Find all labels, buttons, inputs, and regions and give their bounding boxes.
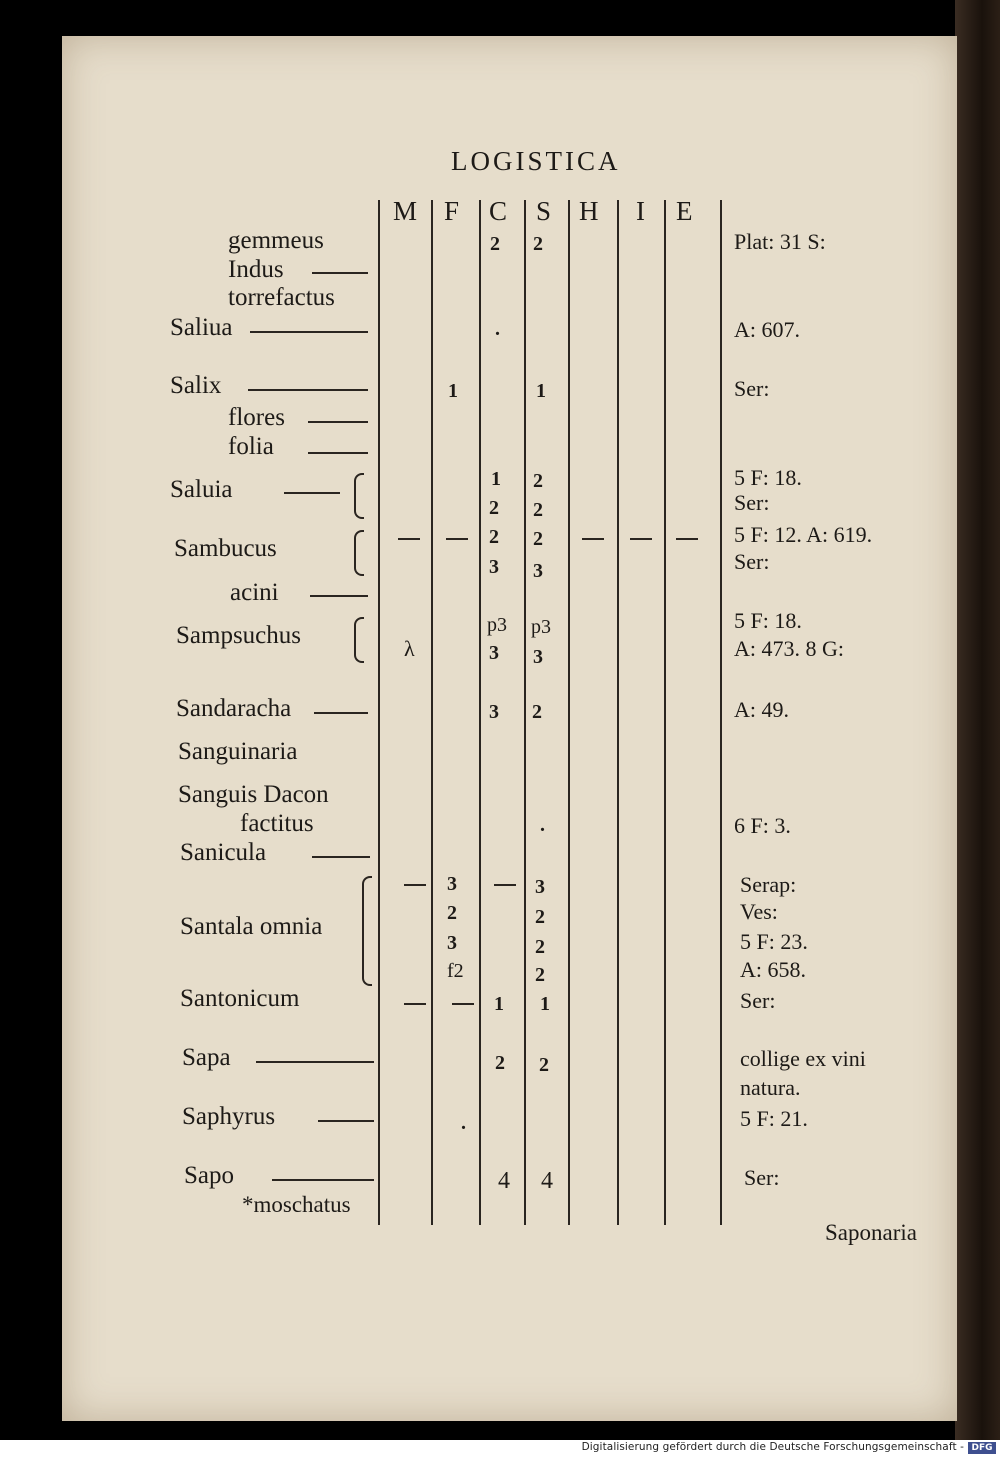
brace [354, 617, 364, 663]
catchword: Saponaria [825, 1220, 917, 1245]
brace [354, 530, 364, 576]
cell-value: 3 [489, 556, 499, 578]
cell-value: . [495, 318, 500, 340]
col-header-m: M [393, 196, 418, 226]
reference: 5 F: 18. [734, 608, 802, 633]
leader-line [312, 272, 368, 274]
cell-value: 3 [533, 560, 543, 582]
leader-line [256, 1061, 374, 1063]
leader-line [308, 452, 368, 454]
term: Santonicum [180, 985, 300, 1012]
term: Saluia [170, 476, 233, 503]
term: Saliua [170, 314, 233, 341]
term: folia [228, 433, 274, 460]
dash-mark [446, 538, 468, 540]
leader-line [250, 331, 368, 333]
reference: Plat: 31 S: [734, 229, 826, 254]
dash-mark [582, 538, 604, 540]
cell-value: 4 [541, 1168, 553, 1194]
dash-mark [404, 1003, 426, 1005]
column-rule [378, 200, 380, 1225]
cell-value: 2 [533, 233, 543, 255]
reference: natura. [740, 1075, 801, 1100]
cell-value: 4 [498, 1168, 510, 1194]
leader-line [318, 1120, 374, 1122]
dfg-logo: DFG [968, 1442, 996, 1454]
reference: 5 F: 21. [740, 1106, 808, 1131]
reference: A: 658. [740, 957, 806, 982]
reference: A: 49. [734, 697, 789, 722]
running-head: LOGISTICA [451, 146, 621, 176]
reference: Ser: [740, 988, 776, 1013]
cell-value: 2 [489, 497, 499, 519]
cell-value: 2 [447, 902, 457, 924]
cell-value: 1 [491, 468, 501, 490]
leader-line [314, 712, 368, 714]
dash-mark [404, 884, 426, 886]
term: Salix [170, 372, 222, 399]
col-header-s: S [536, 196, 552, 226]
reference: 5 F: 23. [740, 929, 808, 954]
cell-value: 3 [489, 642, 499, 664]
leader-line [312, 856, 370, 858]
reference: Ser: [734, 549, 770, 574]
cell-value: 2 [490, 233, 500, 255]
cell-value: 3 [489, 701, 499, 723]
reference: Ser: [744, 1165, 780, 1190]
term: Sanguinaria [178, 738, 298, 765]
cell-value: p3 [531, 616, 551, 638]
col-header-c: C [489, 196, 508, 226]
cell-value: p3 [487, 614, 507, 636]
column-rule [568, 200, 570, 1225]
cell-value: 2 [533, 470, 543, 492]
dash-mark [494, 884, 516, 886]
brace [354, 473, 364, 519]
cell-value: 1 [448, 380, 458, 402]
column-rule [524, 200, 526, 1225]
term: Sandaracha [176, 695, 292, 722]
reference: collige ex vini [740, 1046, 866, 1071]
term: factitus [240, 810, 314, 837]
funding-notice: Digitalisierung gefördert durch die Deutsche Forschungsgemeinschaft - [581, 1441, 964, 1453]
cell-value: 3 [447, 873, 457, 895]
cell-value: . [540, 814, 545, 836]
column-rule [720, 200, 722, 1225]
cell-value: 2 [535, 906, 545, 928]
dash-mark [452, 1003, 474, 1005]
term: Santala omnia [180, 913, 323, 940]
reference: 5 F: 18. [734, 465, 802, 490]
term: Sanicula [180, 839, 267, 866]
reference: 5 F: 12. A: 619. [734, 522, 873, 547]
term: acini [230, 579, 279, 606]
reference: Ser: [734, 490, 770, 515]
cell-value: 3 [535, 876, 545, 898]
term: torrefactus [228, 284, 335, 311]
cell-value: 1 [540, 993, 550, 1015]
column-rule [431, 200, 433, 1225]
term: Sambucus [174, 535, 277, 562]
term: gemmeus [228, 227, 324, 254]
leader-line [284, 492, 340, 494]
cell-value: 1 [536, 380, 546, 402]
reference: A: 607. [734, 317, 800, 342]
book-spine [955, 0, 1000, 1440]
column-rule [664, 200, 666, 1225]
leader-line [248, 389, 368, 391]
term: Sanguis Dacon [178, 781, 329, 808]
cell-value: 3 [447, 932, 457, 954]
term: Sapo [184, 1162, 234, 1189]
cell-value: 2 [533, 528, 543, 550]
leader-line [272, 1179, 374, 1181]
cell-value: . [461, 1112, 466, 1134]
term: Saphyrus [182, 1103, 276, 1130]
dash-mark [676, 538, 698, 540]
cell-value: 2 [539, 1054, 549, 1076]
term: Sampsuchus [176, 622, 301, 649]
column-rule [479, 200, 481, 1225]
leader-line [310, 595, 368, 597]
col-header-e: E [676, 196, 693, 226]
reference: Ser: [734, 376, 770, 401]
reference: Ves: [740, 899, 778, 924]
cell-value: 2 [532, 701, 542, 723]
term: flores [228, 404, 285, 431]
cell-value: 3 [533, 646, 543, 668]
col-header-f: F [444, 196, 460, 226]
col-header-h: H [579, 196, 599, 226]
cell-value: 2 [535, 936, 545, 958]
cell-value: 1 [494, 993, 504, 1015]
dash-mark [398, 538, 420, 540]
reference: 6 F: 3. [734, 813, 791, 838]
cell-value: 2 [495, 1052, 505, 1074]
reference: A: 473. 8 G: [734, 636, 844, 661]
cell-value: 2 [535, 964, 545, 986]
term: Sapa [182, 1044, 231, 1071]
leader-line [308, 421, 368, 423]
cell-value: λ [404, 636, 415, 661]
brace [362, 876, 372, 986]
col-header-i: I [636, 196, 645, 226]
reference: Serap: [740, 872, 797, 897]
column-rule [617, 200, 619, 1225]
cell-value: 2 [489, 526, 499, 548]
term: Indus [228, 256, 284, 283]
term: *moschatus [242, 1192, 351, 1217]
cell-value: 2 [533, 499, 543, 521]
dash-mark [630, 538, 652, 540]
cell-value: f2 [447, 960, 464, 982]
